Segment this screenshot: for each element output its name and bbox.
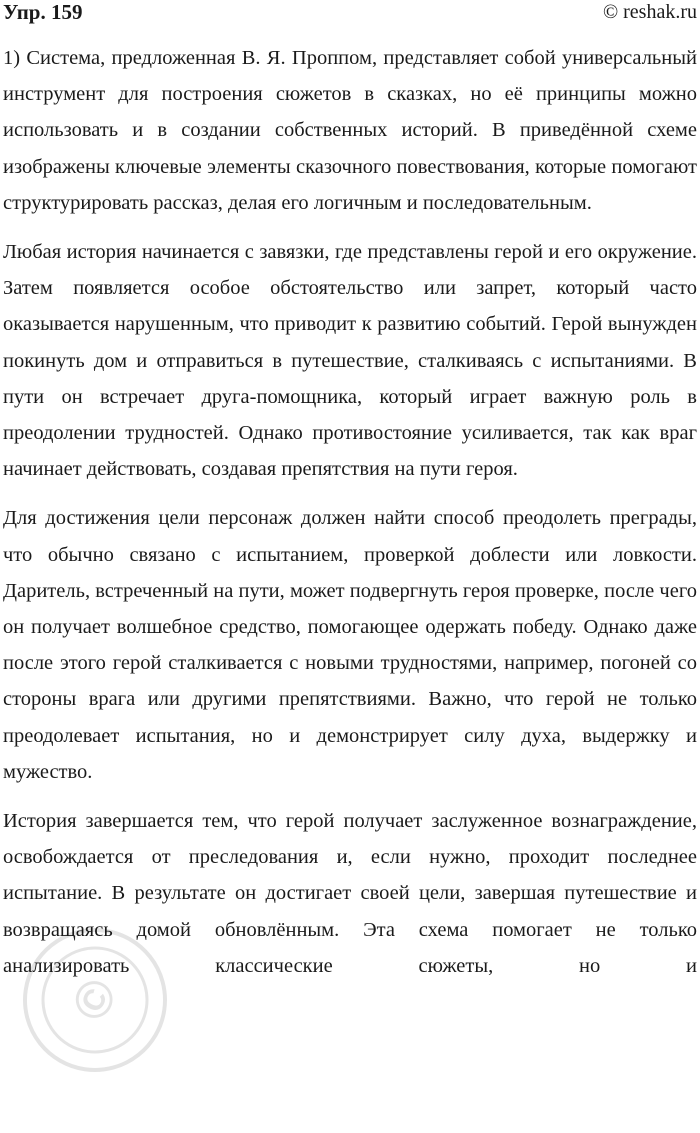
copyright-label: © reshak.ru <box>602 1 697 23</box>
paragraph-3: Для достижения цели персонаж должен найти способ преодолеть преграды, что обычно связано с испытанием, проверкой доблести или ловкости. Даритель, встреченный на пути, может подвергнуть героя проверке, после чего он получает волшебное средство, помогающее одержать победу. Однако даже после этого герой сталкивается с новыми трудностями, например, погоней со стороны врага или другими препятствиями. Важно, что герой не только преодолевает испытания, но и демонстрирует силу духа, выдержку и мужество. <box>3 507 697 783</box>
answer-text <box>3 40 697 997</box>
paragraph-1: 1) Система, предложенная В. Я. Проппом, представляет собой универсальный инструмент для построения сюжетов в сказках, но её принципы можно использовать и в создании собственных историй. В приведённой схеме изображены ключевые элементы сказочного повествования, которые помогают структурировать рассказ, делая его логичным и последовательным. <box>3 47 697 214</box>
paragraph-4: История завершается тем, что герой получает заслуженное вознаграждение, освобождается от преследования и, если нужно, проходит последнее испытание. В результате он достигает своей цели, завершая путешествие и возвращаясь домой обновлённым. Эта схема помогает не только анализировать классические сюжеты, но и <box>3 810 697 977</box>
svg-text:©: © <box>60 968 130 1032</box>
exercise-title: Упр. 159 <box>3 0 83 24</box>
paragraph-2: Любая история начинается с завязки, где представлены герой и его окружение. Затем появляется особое обстоятельство или запрет, который часто оказывается нарушенным, что приводит к развитию событий. Герой вынужден покинуть дом и отправиться в путешествие, сталкиваясь с испытаниями. В пути он встречает друга-помощника, который играет важную роль в преодолении трудностей. Однако противостояние усиливается, так как враг начинает действовать, создавая препятствия на пути героя. <box>3 241 697 481</box>
page-header <box>0 0 700 30</box>
